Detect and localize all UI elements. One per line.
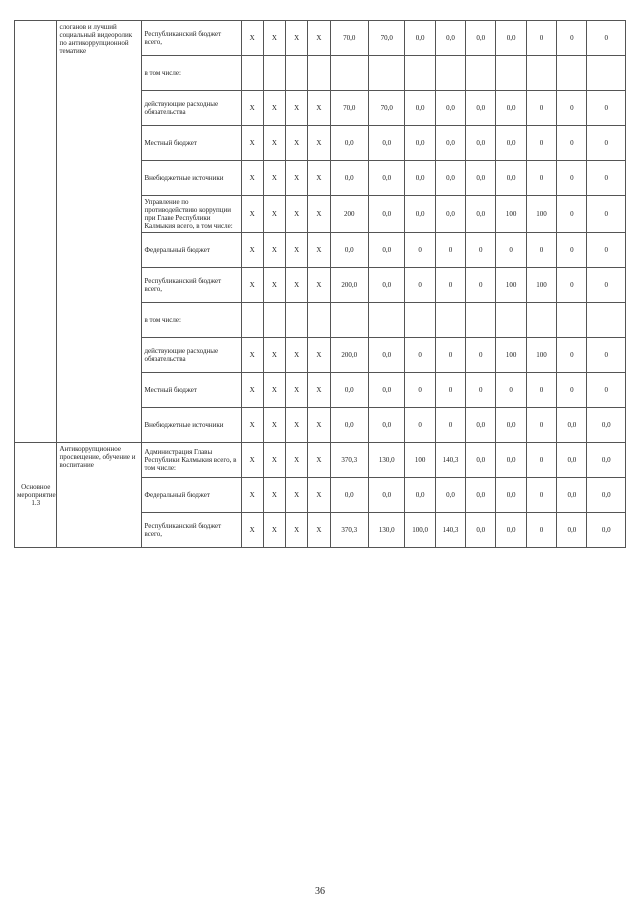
table-row [15,21,626,56]
value-cell: X [308,233,330,268]
funding-source-cell: Федеральный бюджет [142,233,241,268]
value-cell: 0 [557,21,587,56]
value-cell: 0 [526,513,556,548]
value-cell: X [241,338,263,373]
value-cell: 0 [405,233,435,268]
value-cell: 0 [405,373,435,408]
value-cell [496,56,526,91]
value-cell: X [241,373,263,408]
value-cell: X [308,443,330,478]
value-cell: 140,3 [435,443,465,478]
value-cell [435,303,465,338]
measure-code-cell: Основное мероприятие 1.3 [15,443,57,548]
value-cell: 0,0 [466,161,496,196]
value-cell: X [263,21,285,56]
table-row [15,443,626,478]
value-cell: 0,0 [496,478,526,513]
value-cell: 0 [466,268,496,303]
value-cell [241,56,263,91]
value-cell: 0,0 [330,161,368,196]
value-cell: 100 [526,338,556,373]
value-cell: 0,0 [369,126,405,161]
value-cell: X [286,443,308,478]
value-cell: 370,3 [330,513,368,548]
value-cell: 0 [587,268,626,303]
value-cell: 0,0 [405,478,435,513]
value-cell: 0,0 [466,408,496,443]
value-cell: X [308,513,330,548]
budget-table-sheet [14,20,626,880]
value-cell: X [286,126,308,161]
value-cell: 0,0 [496,91,526,126]
value-cell [496,303,526,338]
value-cell: 0,0 [557,408,587,443]
value-cell: 0,0 [330,373,368,408]
value-cell: 0 [526,408,556,443]
value-cell: 100 [405,443,435,478]
value-cell: 0,0 [496,513,526,548]
value-cell: X [286,233,308,268]
value-cell: 0 [557,161,587,196]
value-cell: 200,0 [330,268,368,303]
value-cell: X [263,233,285,268]
value-cell: 70,0 [369,91,405,126]
value-cell: 0,0 [405,161,435,196]
value-cell: 0 [405,268,435,303]
value-cell: 0 [405,338,435,373]
value-cell: X [308,338,330,373]
value-cell: 0 [587,161,626,196]
value-cell [330,56,368,91]
value-cell: 0,0 [435,478,465,513]
value-cell: 0 [526,443,556,478]
funding-source-cell: в том числе: [142,303,241,338]
value-cell: 0 [587,338,626,373]
value-cell: X [308,373,330,408]
value-cell: 0 [496,233,526,268]
value-cell: X [308,408,330,443]
value-cell: 100 [496,196,526,233]
value-cell [369,56,405,91]
value-cell: 0 [557,233,587,268]
value-cell: X [286,373,308,408]
value-cell: 0,0 [405,196,435,233]
value-cell: X [308,196,330,233]
value-cell: 0,0 [405,126,435,161]
value-cell: 0 [496,373,526,408]
value-cell: 0 [587,21,626,56]
value-cell: 0 [526,126,556,161]
value-cell: 100,0 [405,513,435,548]
value-cell: 0,0 [466,21,496,56]
value-cell: X [241,408,263,443]
value-cell: X [263,91,285,126]
value-cell: 130,0 [369,443,405,478]
value-cell: 130,0 [369,513,405,548]
value-cell: 0 [587,233,626,268]
value-cell [587,56,626,91]
value-cell: 0,0 [466,91,496,126]
value-cell: 0 [557,373,587,408]
funding-source-cell: Местный бюджет [142,126,241,161]
page-number: 36 [315,886,325,897]
value-cell [466,56,496,91]
value-cell: 0,0 [435,91,465,126]
value-cell [369,303,405,338]
value-cell: X [241,91,263,126]
value-cell: X [308,126,330,161]
value-cell: 70,0 [330,21,368,56]
funding-source-cell: Внебюджетные источники [142,161,241,196]
value-cell: X [286,196,308,233]
value-cell: 0,0 [587,478,626,513]
value-cell: 0 [526,91,556,126]
value-cell: X [286,408,308,443]
funding-source-cell: Республиканский бюджет всего, [142,21,241,56]
value-cell: 0,0 [557,478,587,513]
value-cell: 0,0 [496,21,526,56]
value-cell: 100 [496,268,526,303]
value-cell [308,303,330,338]
value-cell [405,56,435,91]
funding-source-cell: Республиканский бюджет всего, [142,513,241,548]
value-cell: 0,0 [587,443,626,478]
value-cell: 100 [526,196,556,233]
value-cell: X [286,161,308,196]
value-cell [526,303,556,338]
value-cell: 0,0 [435,161,465,196]
value-cell: 0,0 [466,196,496,233]
value-cell: X [286,268,308,303]
value-cell: 0 [435,338,465,373]
funding-source-cell: Федеральный бюджет [142,478,241,513]
value-cell: 0,0 [587,408,626,443]
value-cell: X [263,513,285,548]
value-cell: 0,0 [466,443,496,478]
value-cell: 0,0 [369,161,405,196]
value-cell: 0,0 [435,196,465,233]
value-cell [435,56,465,91]
value-cell: X [241,21,263,56]
value-cell: X [308,161,330,196]
value-cell: 0 [466,233,496,268]
value-cell: 100 [496,338,526,373]
value-cell: 0,0 [330,126,368,161]
value-cell: 0 [435,233,465,268]
value-cell: 370,3 [330,443,368,478]
value-cell: 0 [557,196,587,233]
funding-source-cell: действующие расходные обязательства [142,91,241,126]
value-cell: 0,0 [405,21,435,56]
value-cell: 0,0 [466,126,496,161]
value-cell [330,303,368,338]
value-cell: X [286,338,308,373]
value-cell: 0,0 [587,513,626,548]
value-cell: 0 [405,408,435,443]
value-cell: 0,0 [466,478,496,513]
value-cell [263,56,285,91]
value-cell: 0,0 [369,196,405,233]
value-cell: 0,0 [435,126,465,161]
value-cell: X [263,126,285,161]
value-cell: 0 [587,126,626,161]
value-cell: 0 [587,373,626,408]
value-cell: 200 [330,196,368,233]
value-cell: X [241,126,263,161]
value-cell: 0,0 [369,233,405,268]
measure-code-cell [15,21,57,443]
funding-source-cell: Местный бюджет [142,373,241,408]
value-cell: 0 [466,338,496,373]
value-cell: X [308,268,330,303]
value-cell: 0,0 [369,373,405,408]
value-cell [241,303,263,338]
value-cell: X [241,161,263,196]
value-cell [557,56,587,91]
value-cell: 0 [435,408,465,443]
value-cell: 0,0 [496,161,526,196]
value-cell: 0,0 [466,513,496,548]
value-cell: 0,0 [496,408,526,443]
value-cell: 0 [526,233,556,268]
value-cell: 0 [557,268,587,303]
value-cell [587,303,626,338]
value-cell: 0 [526,161,556,196]
value-cell: 0,0 [435,21,465,56]
value-cell: 140,3 [435,513,465,548]
value-cell [557,303,587,338]
table-body [15,21,626,548]
value-cell [263,303,285,338]
value-cell: 200,0 [330,338,368,373]
value-cell: 0 [557,126,587,161]
value-cell [405,303,435,338]
value-cell: X [241,196,263,233]
value-cell: 0,0 [405,91,435,126]
value-cell: X [286,91,308,126]
funding-source-cell: действующие расходные обязательства [142,338,241,373]
value-cell: X [286,513,308,548]
value-cell [466,303,496,338]
value-cell [286,303,308,338]
value-cell: 0,0 [369,478,405,513]
value-cell [526,56,556,91]
value-cell: X [241,513,263,548]
value-cell: X [241,268,263,303]
value-cell: X [308,478,330,513]
measure-description-cell: слоганов и лучший социальный видеоролик по антикоррупционной тематике [57,21,142,443]
value-cell: 0,0 [330,233,368,268]
value-cell: 0,0 [369,408,405,443]
value-cell: X [263,373,285,408]
value-cell: 100 [526,268,556,303]
budget-table [14,20,626,548]
value-cell: X [263,161,285,196]
value-cell: 0 [466,373,496,408]
value-cell: 0,0 [557,443,587,478]
value-cell: X [241,233,263,268]
value-cell: X [263,338,285,373]
value-cell: X [308,21,330,56]
value-cell: X [241,478,263,513]
value-cell: 0,0 [496,126,526,161]
value-cell [286,56,308,91]
value-cell: 0 [526,373,556,408]
value-cell: X [308,91,330,126]
value-cell: 0 [557,91,587,126]
funding-source-cell: Администрация Главы Республики Калмыкия всего, в том числе: [142,443,241,478]
value-cell: 70,0 [330,91,368,126]
value-cell: 0 [526,478,556,513]
value-cell: X [263,408,285,443]
value-cell: X [241,443,263,478]
funding-source-cell: Республиканский бюджет всего, [142,268,241,303]
value-cell: X [263,196,285,233]
value-cell: 0,0 [557,513,587,548]
value-cell: 0 [526,21,556,56]
value-cell [308,56,330,91]
value-cell: 0,0 [330,408,368,443]
value-cell: X [263,268,285,303]
value-cell: 0 [435,268,465,303]
funding-source-cell: Управление по противодействию коррупции при Главе Республики Калмыкия всего, в том числе: [142,196,241,233]
value-cell: 0 [587,196,626,233]
value-cell: 0 [557,338,587,373]
value-cell: 0,0 [496,443,526,478]
funding-source-cell: Внебюджетные источники [142,408,241,443]
value-cell: 0,0 [369,338,405,373]
funding-source-cell: в том числе: [142,56,241,91]
value-cell: X [263,478,285,513]
value-cell: 0,0 [369,268,405,303]
value-cell: X [286,478,308,513]
measure-description-cell: Антикоррупционное просвещение, обучение и воспитание [57,443,142,548]
value-cell: 0,0 [330,478,368,513]
value-cell: 70,0 [369,21,405,56]
value-cell: X [263,443,285,478]
value-cell: 0 [435,373,465,408]
value-cell: X [286,21,308,56]
value-cell: 0 [587,91,626,126]
